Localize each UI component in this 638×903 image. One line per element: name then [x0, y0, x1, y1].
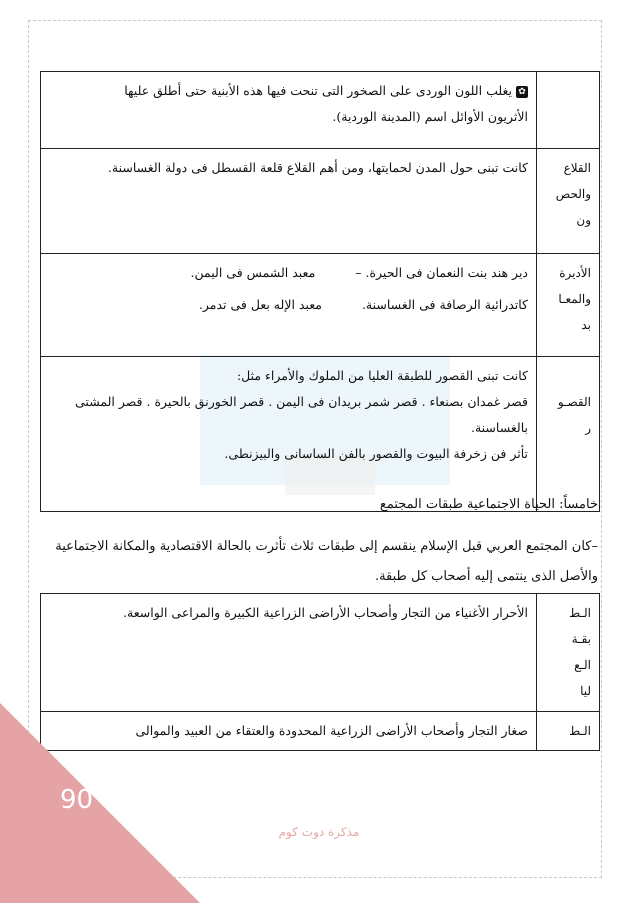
- architecture-table: [40, 71, 600, 512]
- content-line: الأثريون الأوائل اسم (المدينة الوردية).: [332, 109, 528, 124]
- row-content: [41, 72, 537, 149]
- content-line: تأثر فن زخرفة البيوت والقصور بالفن الساسانى والبيزنطى.: [224, 446, 528, 461]
- label-line: الـط: [569, 724, 591, 738]
- label-line: والحص: [555, 187, 591, 201]
- gear-bullet-icon: ✿: [516, 86, 528, 98]
- row-label: [537, 254, 600, 357]
- pair-item: معبد الإله بعل فى تدمر.: [198, 297, 322, 312]
- table-row: [41, 149, 600, 254]
- section-paragraph: –كان المجتمع العربي قبل الإسلام ينقسم إلى طبقات ثلاث تأثرت بالحالة الاقتصادية والمكانة الاجتماعية والأصل الذى ينتمى إليه أصحاب كل طبقة.: [55, 539, 598, 584]
- page-number: 90: [60, 785, 94, 815]
- table-row: [41, 594, 600, 712]
- row-content: [41, 357, 537, 512]
- label-line: الأديرة: [559, 266, 591, 280]
- row-label: [537, 149, 600, 254]
- label-line: ر: [585, 421, 591, 435]
- section-title: خامساً: الحياة الاجتماعية طبقات المجتمع: [379, 497, 598, 512]
- content-line: قصر غمدان بصنعاء . قصر شمر بريدان فى اليمن . قصر الخورنق بالحيرة . قصر المشتى: [75, 394, 528, 409]
- label-line: ليا: [580, 684, 591, 698]
- content-pair: [49, 292, 528, 318]
- label-line: الـع: [574, 658, 591, 672]
- label-line: القصـو: [557, 395, 591, 409]
- table-row: [41, 72, 600, 149]
- label-line: بقـة: [571, 632, 591, 646]
- row-label: [537, 72, 600, 149]
- row-label: [537, 712, 600, 751]
- page-corner-decoration: [0, 703, 200, 903]
- row-label: [537, 357, 600, 512]
- table-row: [41, 254, 600, 357]
- table-row: [41, 357, 600, 512]
- row-content: صغار التجار وأصحاب الأراضى الزراعية المحدودة والعتقاء من العبيد والموالى: [41, 712, 537, 751]
- footer-brand: مذكرة دوت كوم: [278, 825, 360, 839]
- row-label: [537, 594, 600, 712]
- content-line: بالغساسنة.: [470, 420, 528, 435]
- row-content: [41, 254, 537, 357]
- label-line: ون: [576, 213, 591, 227]
- row-content: [41, 149, 537, 254]
- row-content: الأحرار الأغنياء من التجار وأصحاب الأراضى الزراعية الكبيرة والمراعى الواسعة.: [41, 594, 537, 712]
- content-text: يغلب اللون الوردى على الصخور التى تنحت فيها هذه الأبنية حتى أطلق عليها: [124, 83, 512, 98]
- pair-item: دير هند بنت النعمان فى الحيرة. –: [355, 265, 528, 280]
- label-line: الـط: [569, 606, 591, 620]
- label-line: والمعـا: [558, 292, 591, 306]
- content-pair: [49, 260, 528, 286]
- pair-item: كاتدرائية الرصافة فى الغساسنة.: [361, 297, 528, 312]
- label-line: بد: [581, 318, 591, 332]
- pair-item: معبد الشمس فى اليمن.: [190, 265, 316, 280]
- content-line: [49, 78, 528, 104]
- label-line: القلاع: [563, 161, 591, 175]
- content-line: كانت تبنى القصور للطبقة العليا من الملوك والأمراء مثل:: [236, 368, 528, 383]
- content-line: كانت تبنى حول المدن لحمايتها، ومن أهم القلاع قلعة القسطل فى دولة الغساسنة.: [107, 160, 528, 175]
